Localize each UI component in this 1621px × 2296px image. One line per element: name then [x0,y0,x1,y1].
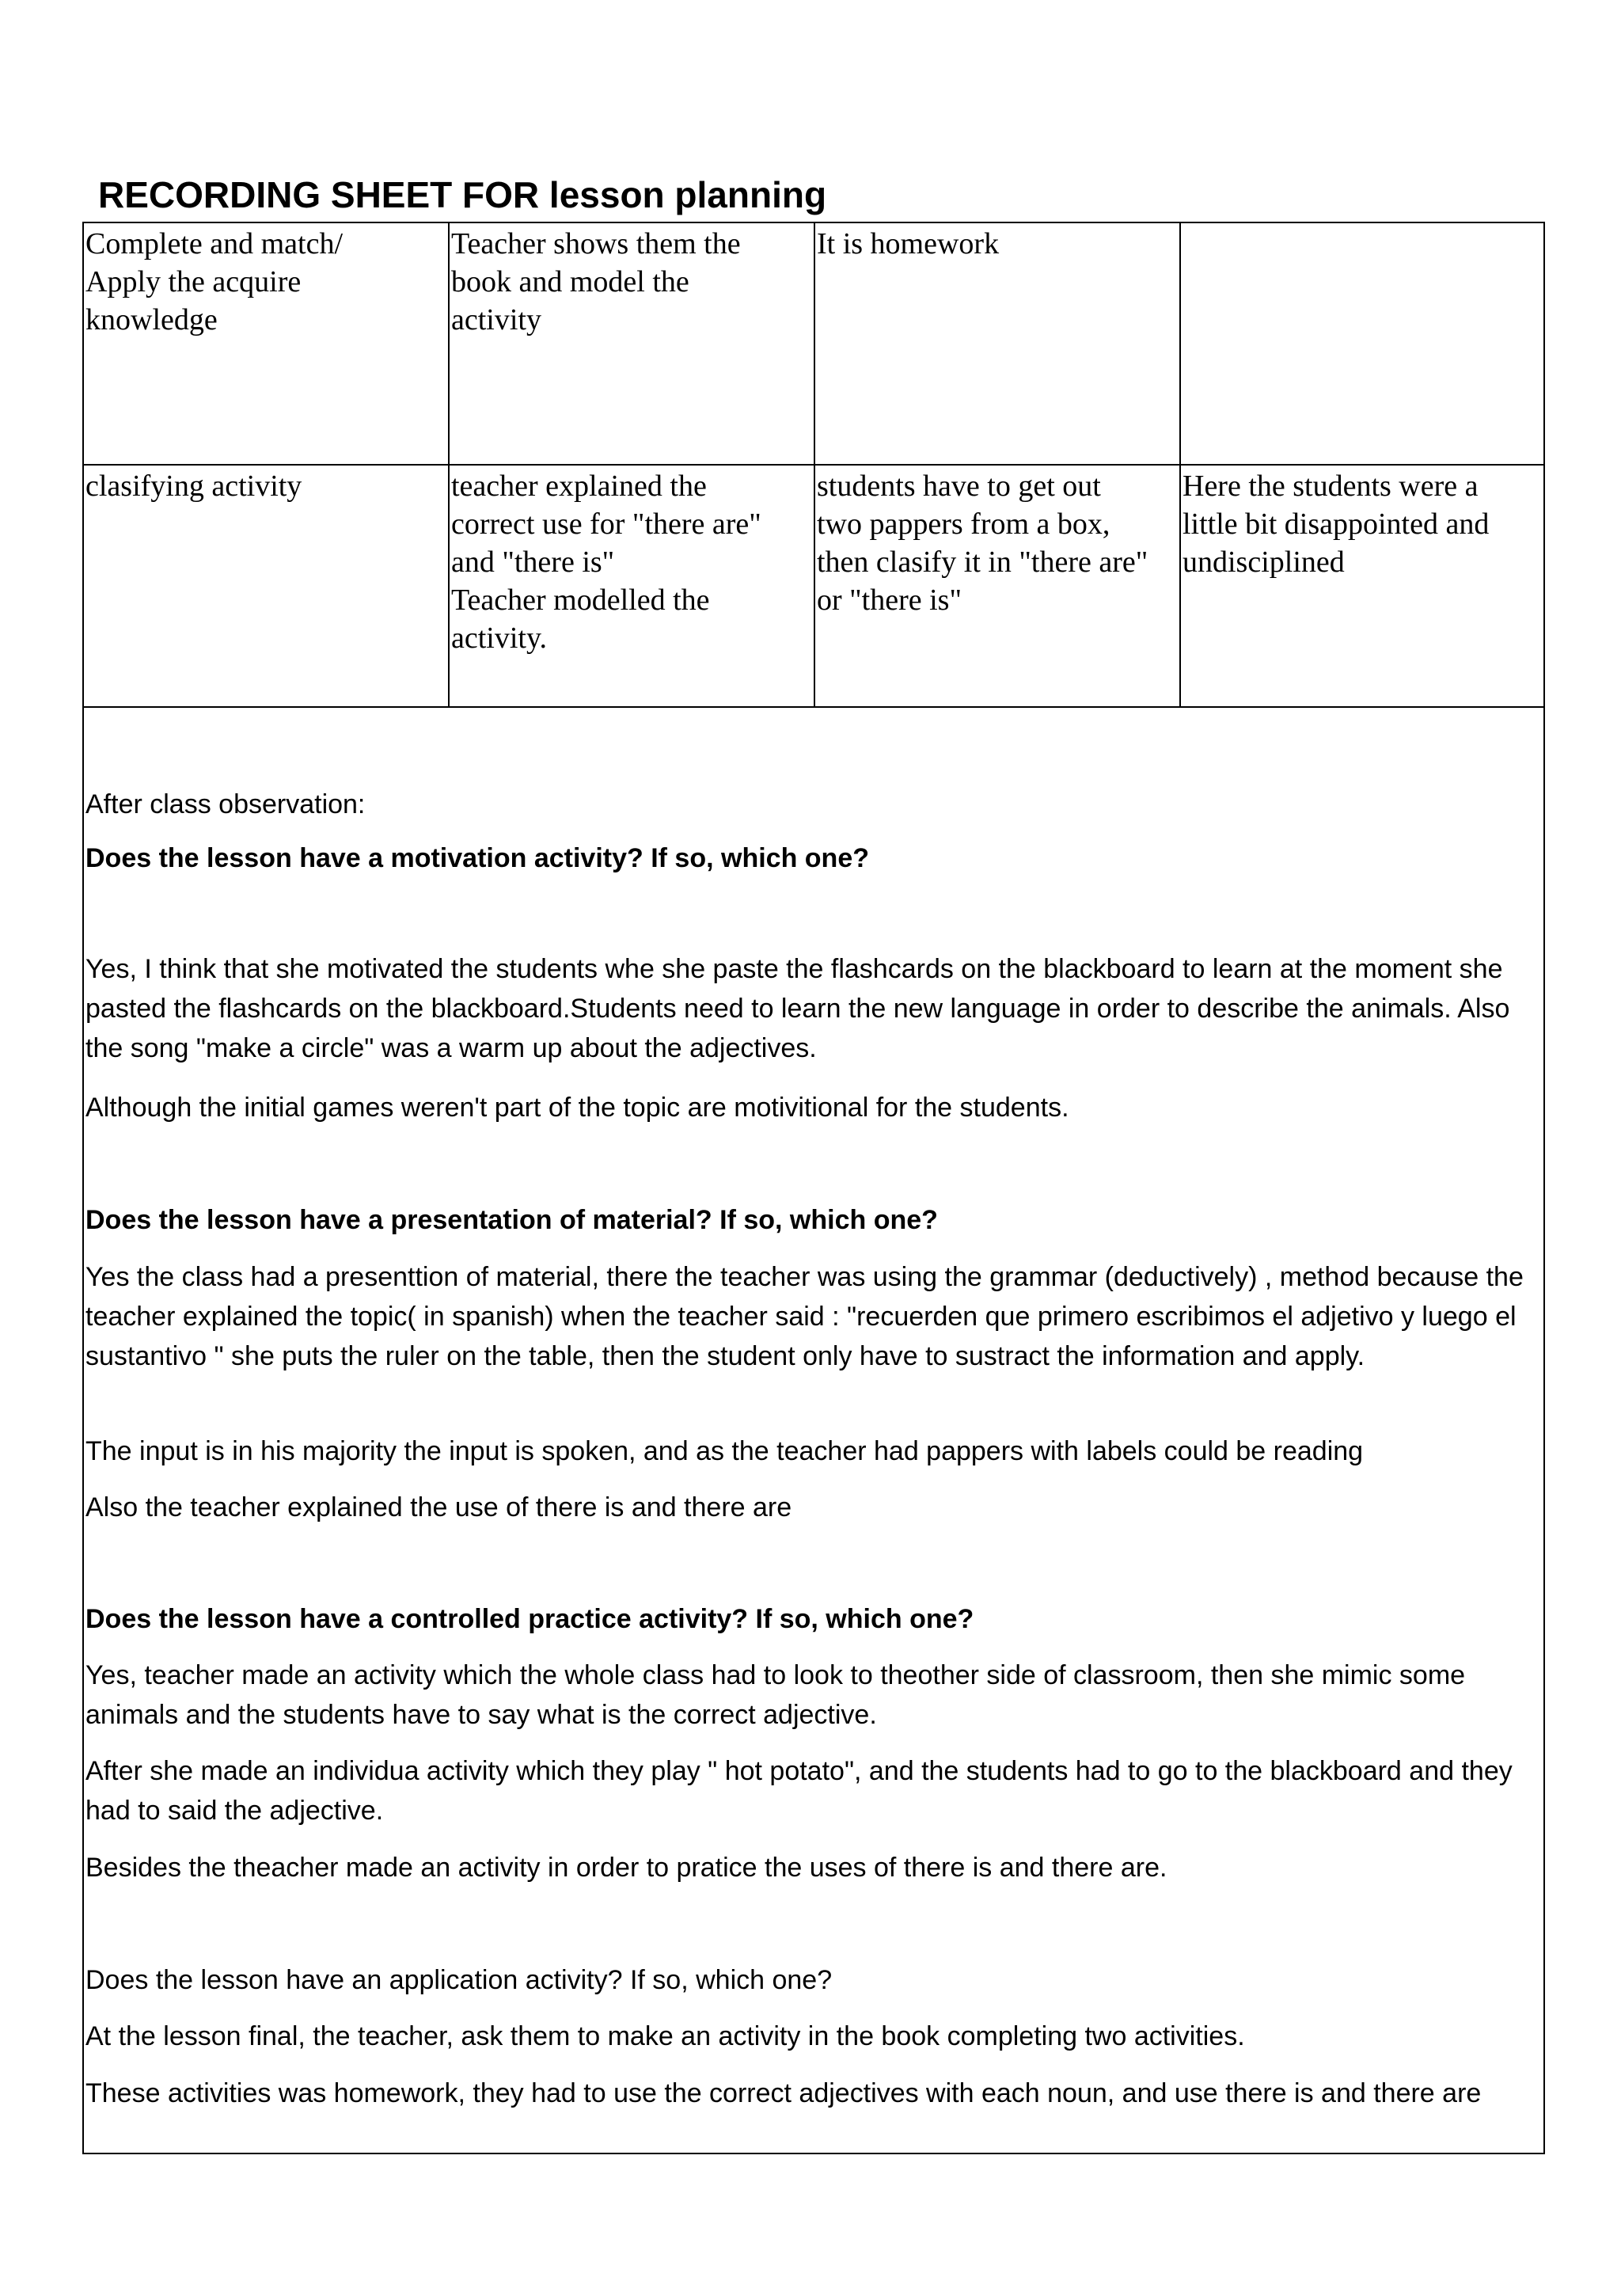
presentation-answer: Yes the class had a presenttion of material, there the teacher was using the grammar (deductively) , method because the teacher explained the topic( in spanish) when the teacher said : "recuerden que primero escribimos el adjetivo y luego el sustantivo " she puts the ruler on the table, then the student only have to sustract the information and apply. [85,1262,1524,1371]
cell-text: Teacher shows them the book and model the activity [451,227,741,336]
practice-answer: Besides the theacher made an activity in order to pratice the uses of there is and there are. [85,1853,1167,1883]
cell-text: clasifying activity [85,469,302,503]
cell-text: teacher explained the correct use for "there are" and "there is" Teacher modelled the activity. [451,469,761,655]
lesson-table [82,222,1545,708]
table-cell [82,464,450,708]
practice-answer: Yes, teacher made an activity which the whole class had to look to theother side of classroom, then she mimic some animals and the students have to say what is the correct adjective. [85,1660,1466,1730]
motivation-answer: Yes, I think that she motivated the students whe she paste the flashcards on the blackboard to learn at the moment she pasted the flashcards on the blackboard.Students need to learn the new language in order to describe the animals. Also the song "make a circle" was a warm up about the adjectives. [85,954,1510,1063]
table-cell [448,222,815,466]
practice-answer: After she made an individua activity which they play " hot potato", and the students had to go to the blackboard and they had to said the adjective. [85,1756,1513,1826]
motivation-question: Does the lesson have a motivation activity? If so, which one? [85,843,870,873]
cell-text: Here the students were a little bit disappointed and undisciplined [1183,469,1490,579]
table-cell [814,464,1181,708]
table-cell [82,222,450,466]
presentation-answer: The input is in his majority the input is spoken, and as the teacher had pappers with labels could be reading [85,1436,1364,1466]
page-title: RECORDING SHEET FOR lesson planning [98,174,827,215]
table-cell [814,222,1181,466]
presentation-question: Does the lesson have a presentation of material? If so, which one? [85,1205,938,1235]
motivation-answer: Although the initial games weren't part of the topic are motivitional for the students. [85,1093,1069,1123]
presentation-answer: Also the teacher explained the use of there is and there are [85,1492,792,1522]
application-question: Does the lesson have an application activity? If so, which one? [85,1965,833,1995]
practice-question: Does the lesson have a controlled practice activity? If so, which one? [85,1604,974,1634]
observation-intro: After class observation: [85,789,366,819]
table-cell [448,464,815,708]
application-answer: These activities was homework, they had to use the correct adjectives with each noun, and use there is and there are [85,2078,1482,2108]
cell-text: students have to get out two pappers from a box, then clasify it in "there are" or "there is" [817,469,1148,617]
application-answer: At the lesson final, the teacher, ask them to make an activity in the book completing two activities. [85,2021,1245,2051]
observation-box [82,706,1545,2154]
cell-text: It is homework [817,227,1000,260]
table-cell [1179,222,1545,466]
table-cell [1179,464,1545,708]
cell-text: Complete and match/ Apply the acquire knowledge [85,227,344,336]
